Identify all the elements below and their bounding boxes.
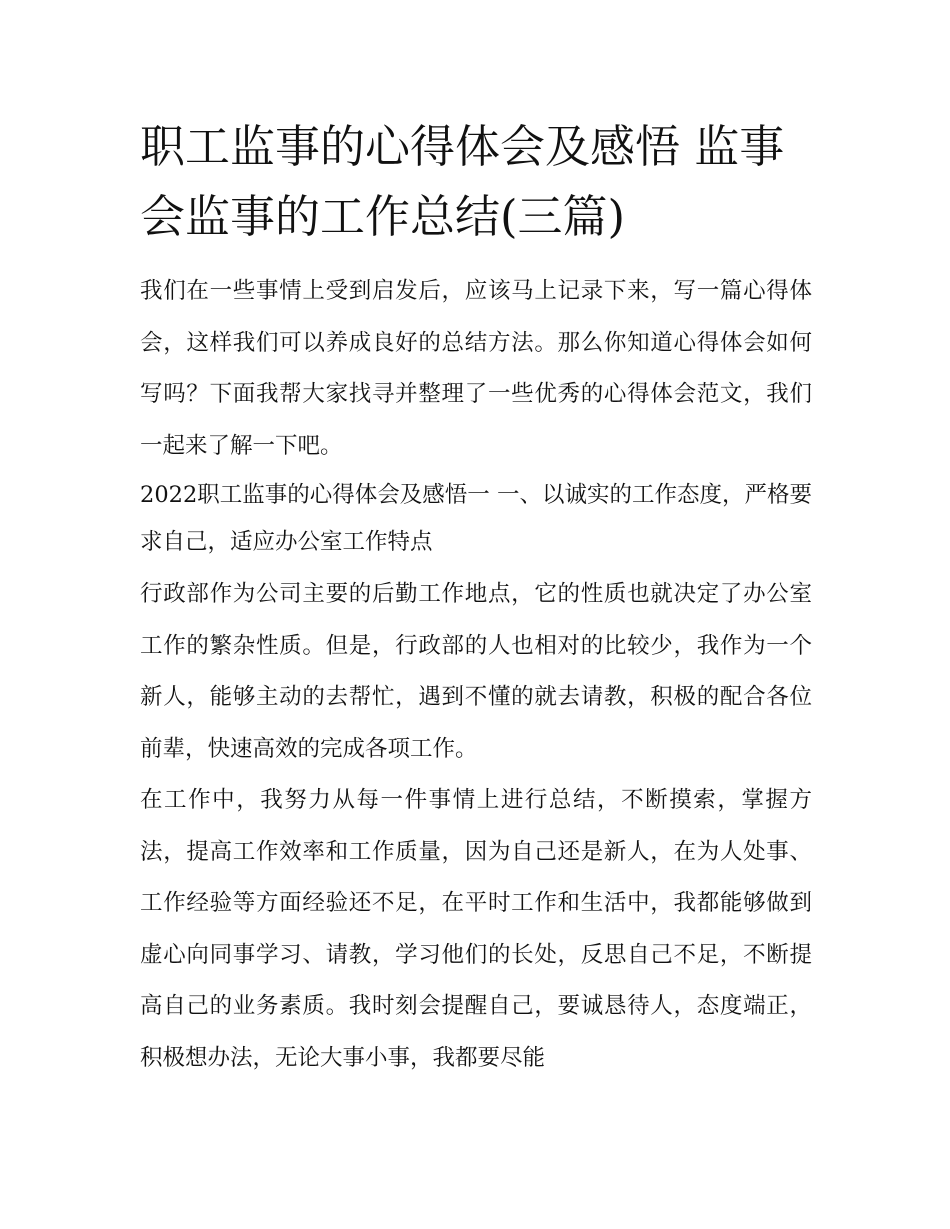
section-heading-paragraph: 2022职工监事的心得体会及感悟一 一、以诚实的工作态度，严格要求自己，适应办公室工作特点 bbox=[140, 482, 812, 555]
body-paragraph: 行政部作为公司主要的后勤工作地点，它的性质也就决定了办公室工作的繁杂性质。但是，行政部的人也相对的比较少，我作为一个新人，能够主动的去帮忙，遇到不懂的就去请教，积极的配合各位前辈，快速高效的完成各项工作。 bbox=[140, 581, 812, 762]
document-body bbox=[140, 112, 812, 1084]
body-paragraph: 在工作中，我努力从每一件事情上进行总结，不断摸索，掌握方法，提高工作效率和工作质量，因为自己还是新人，在为人处事、工作经验等方面经验还不足，在平时工作和生活中，我都能够做到虚心向同事学习、请教，学习他们的长处，反思自己不足，不断提高自己的业务素质。我时刻会提醒自己，要诚恳待人，态度端正，积极想办法，无论大事小事，我都要尽能 bbox=[140, 787, 812, 1071]
document-title: 职工监事的心得体会及感悟 监事会监事的工作总结(三篇) bbox=[140, 120, 785, 243]
intro-paragraph: 我们在一些事情上受到启发后，应该马上记录下来，写一篇心得体会，这样我们可以养成良好的总结方法。那么你知道心得体会如何写吗？下面我帮大家找寻并整理了一些优秀的心得体会范文，我们一起来了解一下吧。 bbox=[140, 278, 812, 459]
